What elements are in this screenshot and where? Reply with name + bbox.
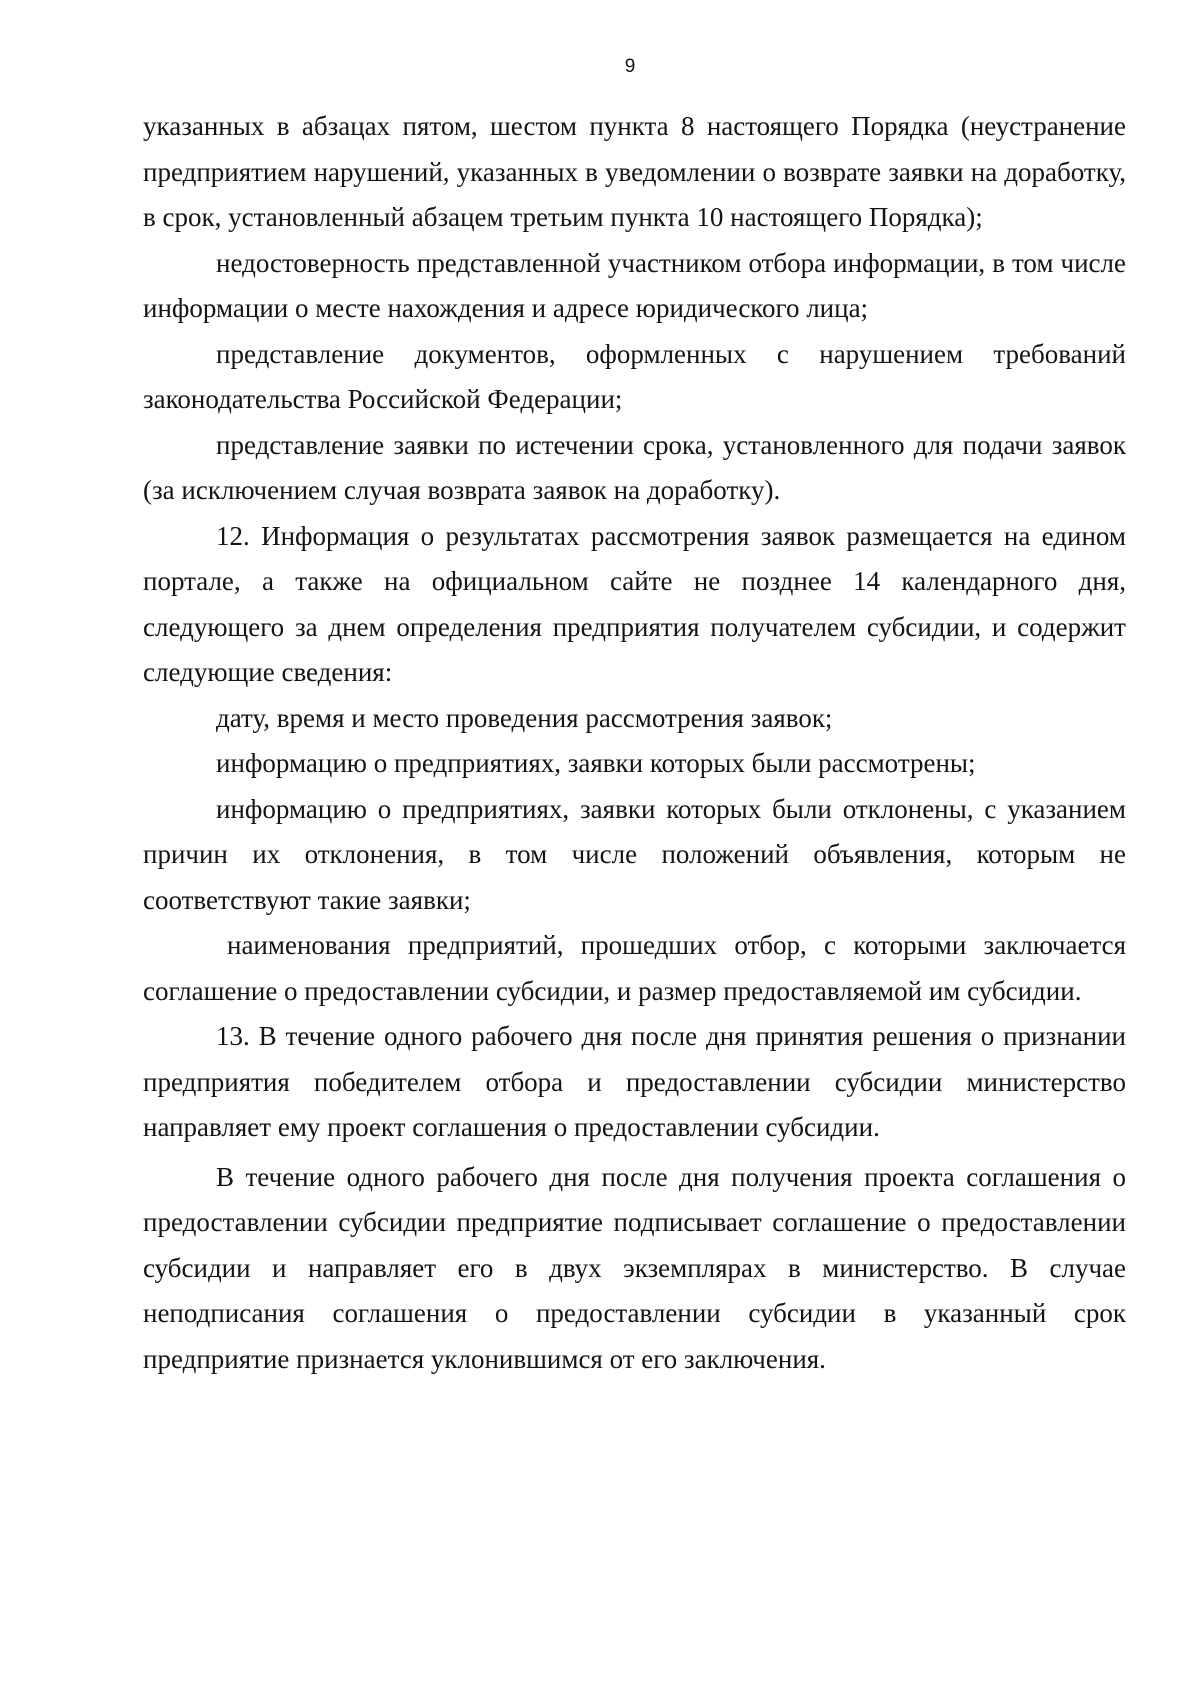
page-number: 9 [624,56,636,77]
paragraph-reviewed-enterprises: информацию о предприятиях, заявки которых были рассмотрены; [216,748,976,778]
document-body [143,104,1126,1382]
paragraph-item-12: 12. Информация о результатах рассмотрения заявок размещается на едином портале, а также на официальном сайте не позднее 14 календарного дня, следующего за днем определения предприятия получателем субсидии, и содержит следующие сведения: [143,520,1126,687]
paragraph-late-submission: представление заявки по истечении срока, установленного для подачи заявок (за исключением случая возврата заявок на доработку). [143,429,1126,505]
paragraph-documents-violation: представление документов, оформленных с нарушением требований законодательства Российской Федерации; [143,338,1126,414]
paragraph-unreliable-information: недостоверность представленной участником отбора информации, в том числе информации о месте нахождения и адресе юридического лица; [143,247,1126,323]
paragraph-item-13: 13. В течение одного рабочего дня после дня принятия решения о признании предприятия победителем отбора и предоставлении субсидии министерство направляет ему проект соглашения о предоставлении субсидии. [143,1021,1126,1142]
paragraph-selected-enterprises: наименования предприятий, прошедших отбор, с которыми заключается соглашение о предоставлении субсидии, и размер предоставляемой им субсидии. [143,930,1126,1006]
paragraph-date-time-place: дату, время и место проведения рассмотрения заявок; [216,702,833,733]
paragraph-agreement-signing: В течение одного рабочего дня после дня получения проекта соглашения о предоставлении субсидии предприятие подписывает соглашение о предоставлении субсидии и направляет его в двух экземплярах в министерство. В случае неподписания соглашения о предоставлении субсидии в указанный срок предприятие признается уклонившимся от его заключения. [143,1161,1126,1374]
paragraph-rejected-enterprises: информацию о предприятиях, заявки которых были отклонены, с указанием причин их отклонения, в том числе положений объявления, которым не соответствуют такие заявки; [143,793,1126,915]
paragraph-continuation: указанных в абзацах пятом, шестом пункта 8 настоящего Порядка (неустранение предприятием нарушений, указанных в уведомлении о возврате заявки на доработку, в срок, установленный абзацем третьим пункта 10 настоящего Порядка); [143,111,1126,232]
